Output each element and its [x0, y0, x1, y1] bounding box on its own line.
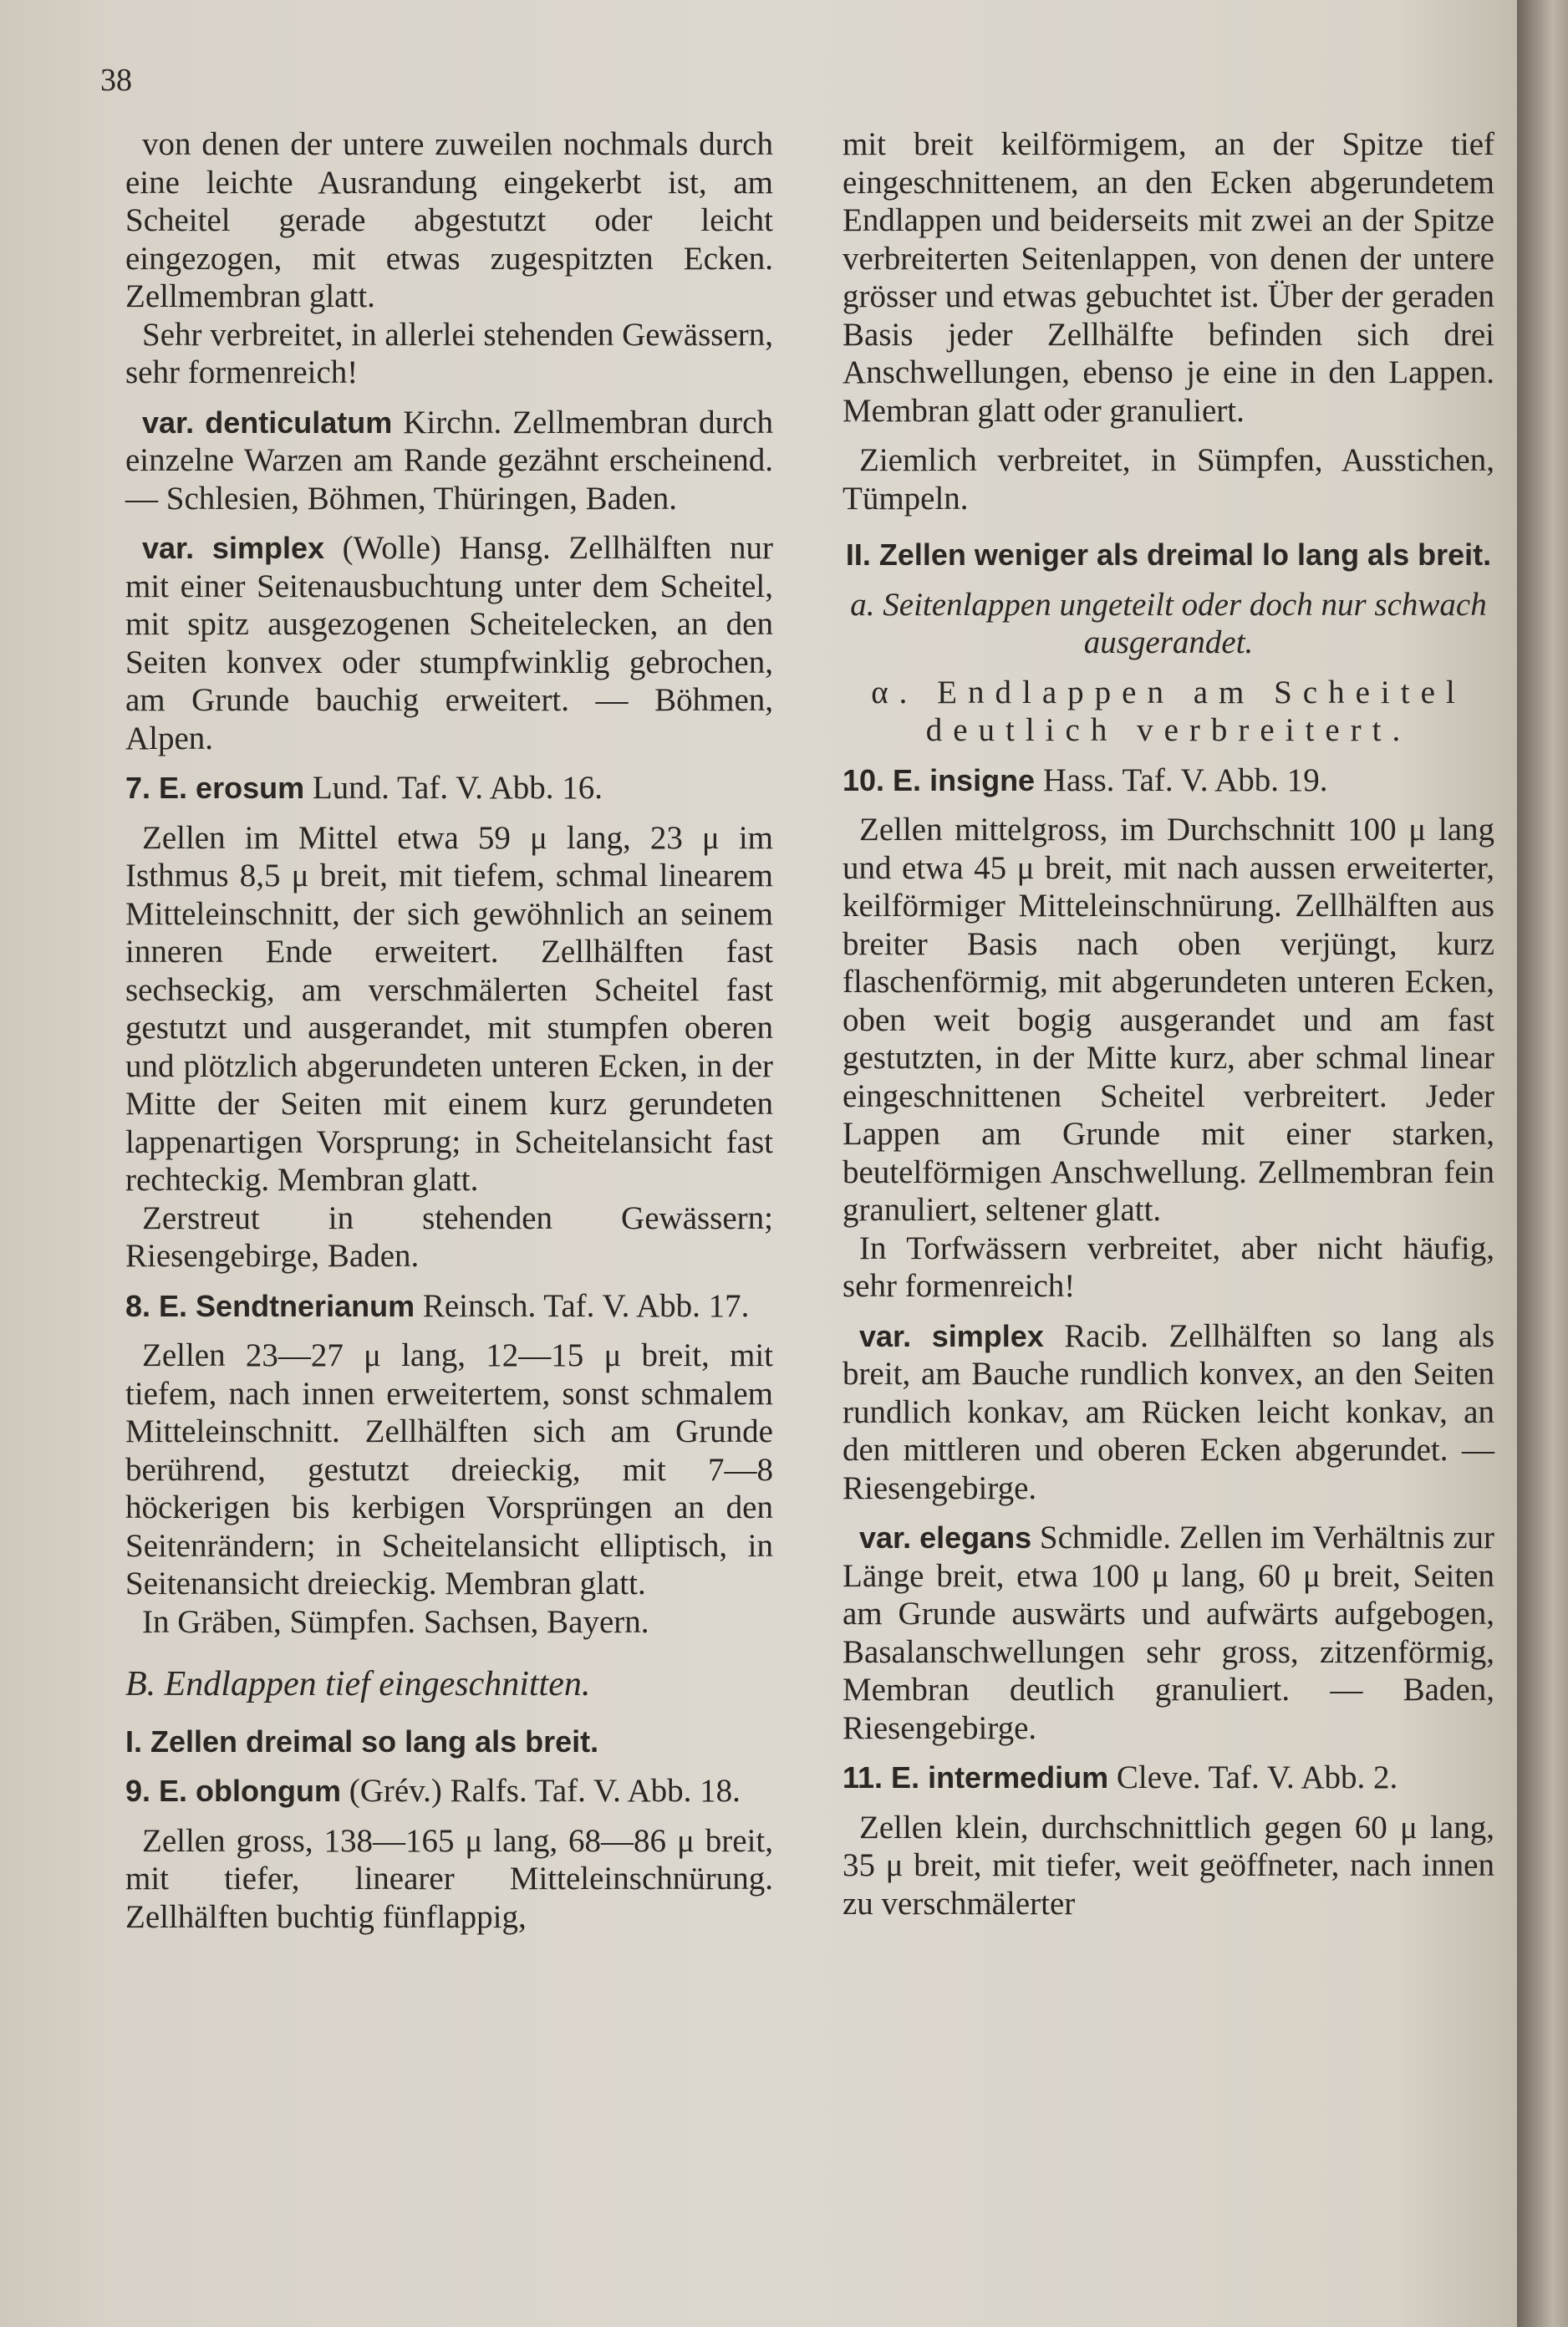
paragraph: Zerstreut in stehenden Gewässern; Riesengebirge, Baden.	[125, 1199, 773, 1274]
variety-text: Schmidle. Zellen im Verhältnis zur Länge breit, etwa 100 μ lang, 60 μ breit, Seiten am Grunde auswärts und aufwärts aufgebogen, Basalanschwellungen sehr gross, zitzenförmig, Membran deutlich granuliert. — Baden, Riesengebirge.	[843, 1520, 1495, 1746]
variety-text: Kirchn. Zellmembran durch einzelne Warzen am Rande gezähnt erscheinend. — Schlesien, Böhmen, Thüringen, Baden.	[125, 404, 773, 517]
species-heading	[843, 761, 1494, 800]
variety-name: var. denticulatum	[142, 405, 393, 440]
paragraph: Zellen im Mittel etwa 59 μ lang, 23 μ im Isthmus 8,5 μ breit, mit tiefem, schmal linearem Mitteleinschnitt, der sich gewöhnlich an seinem inneren Ende erweitert. Zellhälften fast sechseckig, am verschmälerten Scheitel fast gestutzt und ausgerandet, mit stumpfen oberen und plötzlich abgerundeten unteren Ecken, in der Mitte der Seiten mit einem kurz gerundeten lappenartigen Vorsprung; in Scheitelansicht fast rechteckig. Membran glatt.	[125, 819, 773, 1198]
paragraph: von denen der untere zuweilen nochmals durch eine leichte Ausrandung eingekerbt ist, am Scheitel gerade abgestutzt oder leicht eingezogen, mit etwas zugespitzten Ecken. Zellmembran glatt.	[125, 126, 773, 314]
paragraph: In Gräben, Sümpfen. Sachsen, Bayern.	[142, 1603, 649, 1640]
species-name: 9. E. oblongum	[125, 1774, 341, 1808]
paragraph: Zellen gross, 138—165 μ lang, 68—86 μ breit, mit tiefer, linearer Mitteleinschnürung. Zellhälften buchtig fünflappig,	[125, 1822, 773, 1935]
right-column	[843, 125, 1494, 1922]
variety-entry	[125, 404, 773, 518]
species-name: 10. E. insigne	[843, 762, 1036, 797]
paragraph: In Torfwässern verbreitet, aber nicht häufig, sehr formenreich!	[843, 1230, 1494, 1304]
variety-name: var. simplex	[142, 531, 324, 565]
species-name: 8. E. Sendtnerianum	[125, 1288, 415, 1323]
variety-entry	[843, 1317, 1494, 1508]
subsection-heading: α. Endlappen am Scheitel deutlich verbreitert.	[871, 674, 1466, 748]
species-ref: Hass. Taf. V. Abb. 19.	[1035, 761, 1328, 798]
subsection-heading: I. Zellen dreimal so lang als breit.	[125, 1724, 599, 1759]
paragraph: Zellen klein, durchschnittlich gegen 60 μ lang, 35 μ breit, mit tiefer, weit geöffneter, nach innen zu verschmälerter	[843, 1809, 1494, 1922]
species-heading	[843, 1759, 1494, 1797]
paragraph: Zellen 23—27 μ lang, 12—15 μ breit, mit tiefem, nach innen erweitertem, sonst schmalem Mitteleinschnitt. Zellhälften sich am Grunde berührend, gestutzt dreieckig, mit 7—8 höckerigen bis kerbigen Vorsprüngen an den Seitenrändern; in Scheitelansicht elliptisch, in Seitenansicht dreieckig. Membran glatt.	[125, 1337, 773, 1601]
species-name: 11. E. intermedium	[843, 1760, 1109, 1795]
variety-name: var. simplex	[859, 1318, 1044, 1353]
species-ref: Reinsch. Taf. V. Abb. 17.	[415, 1287, 750, 1324]
species-ref: (Grév.) Ralfs. Taf. V. Abb. 18.	[341, 1773, 741, 1809]
book-gutter	[1517, 0, 1568, 2327]
species-heading	[125, 1287, 773, 1326]
variety-entry	[125, 529, 773, 757]
variety-text: (Wolle) Hansg. Zellhälften nur mit einer Seitenausbuchtung unter dem Scheitel, mit spitz ausgezogenen Scheitelecken, an den Seiten konvex oder stumpfwinklig gebrochen, am Grunde bauchig erweitert. — Böhmen, Alpen.	[125, 530, 774, 756]
page-number: 38	[100, 63, 132, 98]
section-heading: B. Endlappen tief eingeschnitten.	[125, 1665, 591, 1703]
species-ref: Lund. Taf. V. Abb. 16.	[304, 770, 603, 806]
subsection-heading: a. Seitenlappen ungeteilt oder doch nur schwach ausgerandet.	[850, 586, 1487, 660]
species-ref: Cleve. Taf. V. Abb. 2.	[1108, 1759, 1398, 1795]
variety-text: Racib. Zellhälften so lang als breit, am Bauche rundlich konvex, an den Seiten rundlich konkav, am Rücken leicht konkav, an den mittleren und oberen Ecken abgerundet. — Riesengebirge.	[843, 1317, 1495, 1506]
paragraph: Sehr verbreitet, in allerlei stehenden Gewässern, sehr formenreich!	[125, 316, 773, 390]
paragraph: mit breit keilförmigem, an der Spitze tief eingeschnittenem, an den Ecken abgerundetem Endlappen und beiderseits mit zwei an der Spitze verbreiterten Seitenlappen, von denen der untere grösser und etwas gebuchtet ist. Über der geraden Basis jeder Zellhälfte befinden sich drei Anschwellungen, ebenso je eine in den Lappen. Membran glatt oder granuliert.	[843, 126, 1494, 429]
species-heading	[125, 769, 773, 807]
paragraph: Ziemlich verbreitet, in Sümpfen, Ausstichen, Tümpeln.	[843, 442, 1494, 517]
variety-name: var. elegans	[859, 1520, 1032, 1555]
species-name: 7. E. erosum	[125, 771, 305, 805]
species-heading	[125, 1772, 773, 1810]
paragraph: Zellen mittelgross, im Durchschnitt 100 μ lang und etwa 45 μ breit, mit nach aussen erweiterter, keilförmiger Mitteleinschnürung. Zellhälften aus breiter Basis nach oben verjüngt, kurz flaschenförmig, mit abgerundeten unteren Ecken, oben weit bogig ausgerandet und am fast gestutzten, in der Mitte kurz, aber schmal linear eingeschnittenen Scheitel verbreitert. Jeder Lappen am Grunde mit einer starken, beutelförmigen Anschwellung. Zellmembran fein granuliert, seltener glatt.	[843, 812, 1494, 1228]
subsection-heading: II. Zellen weniger als dreimal lo lang als breit.	[845, 537, 1492, 572]
variety-entry	[843, 1519, 1494, 1747]
left-column	[125, 125, 773, 1936]
